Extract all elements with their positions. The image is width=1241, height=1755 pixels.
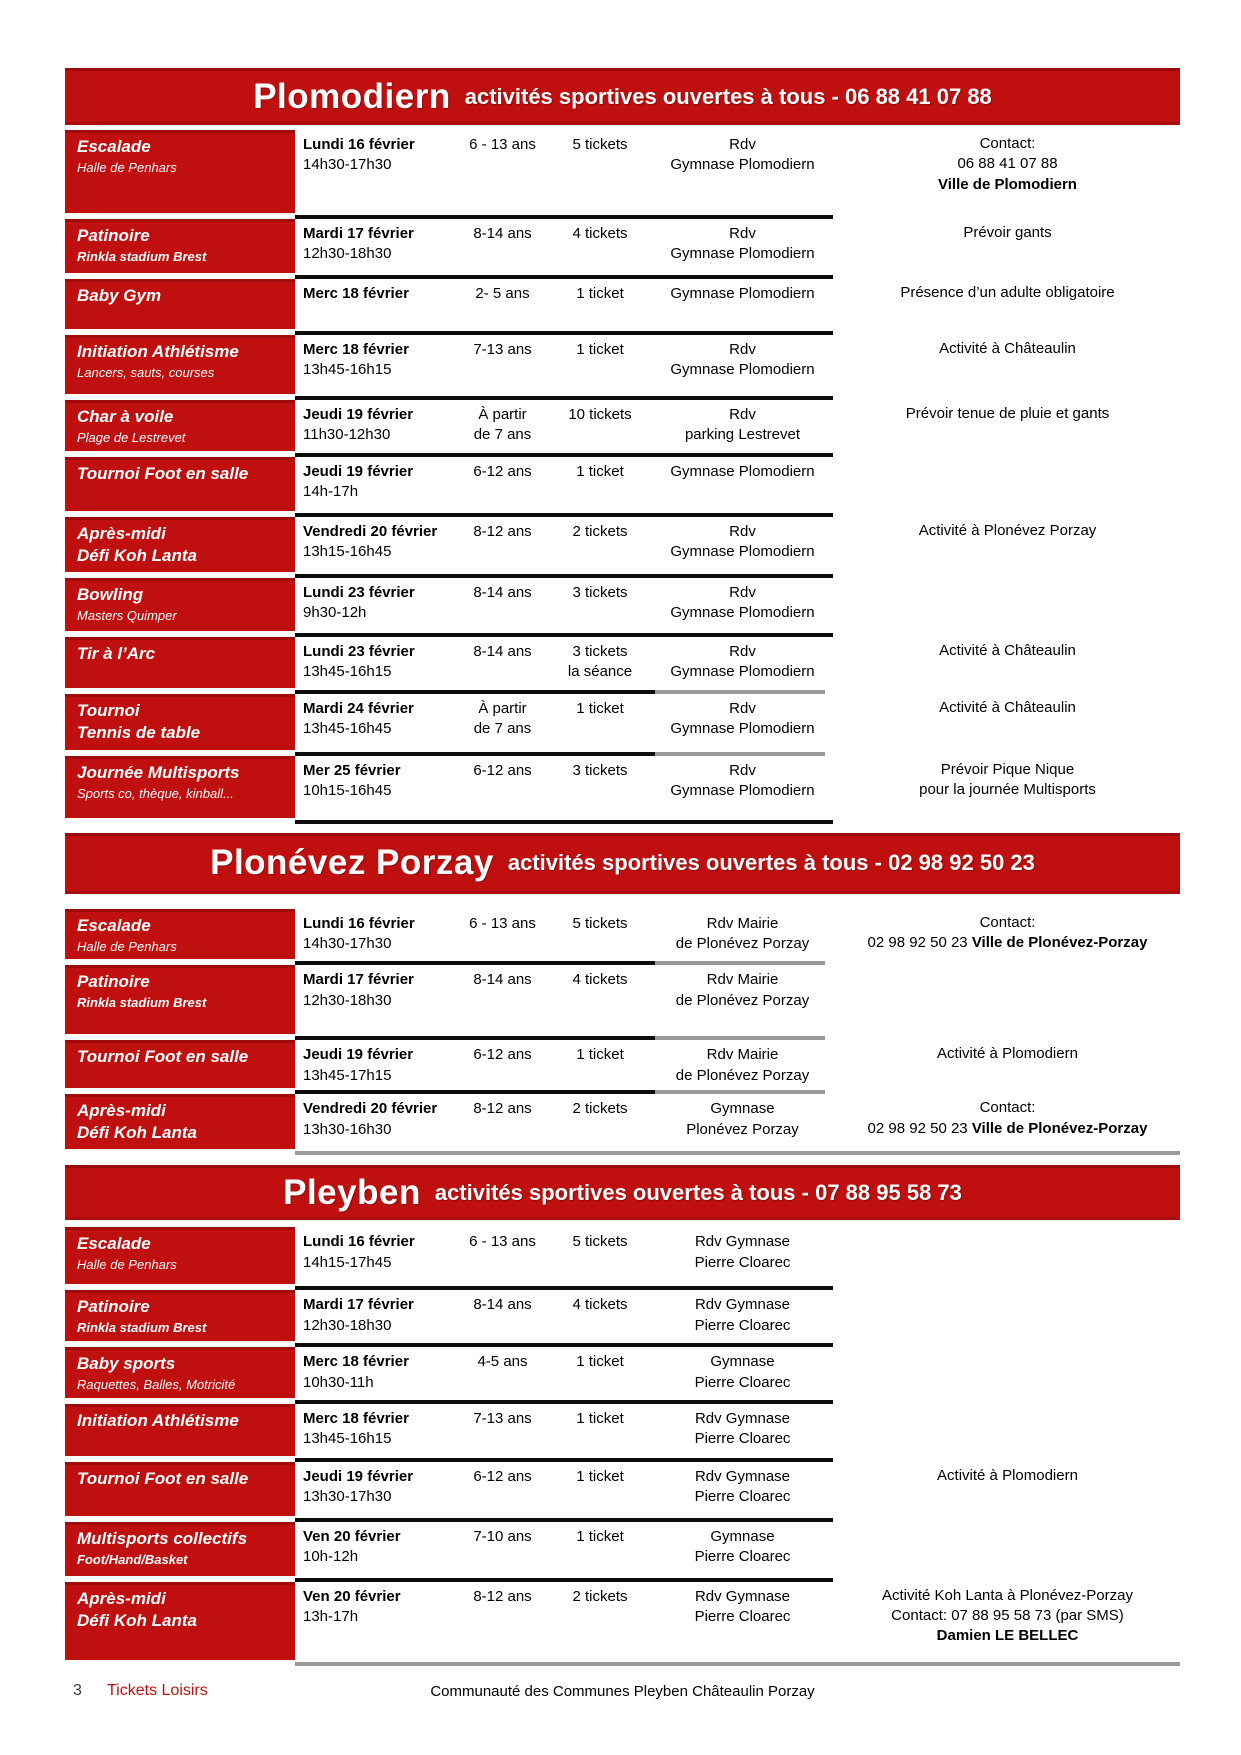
age-cell: 8-14 ans xyxy=(473,971,532,989)
tickets-cell: 5 tickets xyxy=(572,136,628,153)
activity-row xyxy=(65,1094,1180,1155)
date-cell: Merc 18 février 13h45-16h15 xyxy=(303,1409,409,1448)
activity-label-cell xyxy=(65,400,295,451)
tickets-cell: 2 tickets xyxy=(572,1587,628,1605)
notes-cell xyxy=(835,130,1180,219)
date-cell: Mardi 17 février 12h30-18h30 xyxy=(303,225,414,263)
note-line: Activité à Châteaulin xyxy=(939,641,1076,659)
activity-row xyxy=(65,1290,1180,1347)
activity-row xyxy=(65,694,1180,756)
age-cell: 6-12 ans xyxy=(473,1467,532,1485)
activity-row xyxy=(65,130,1180,219)
tickets-cell: 1 ticket xyxy=(576,285,624,302)
activity-row xyxy=(65,1040,1180,1094)
age-cell: 8-14 ans xyxy=(473,1296,532,1314)
activity-title: Défi Koh Lanta xyxy=(77,545,197,565)
location-cell: Rdv parking Lestrevet xyxy=(684,406,801,444)
activity-label-cell xyxy=(65,1094,295,1149)
notes-cell xyxy=(835,1227,1180,1290)
section-subtitle: activités sportives ouvertes à tous - 07 88 95 58 73 xyxy=(434,1179,962,1205)
date-cell: Lundi 16 février 14h15-17h45 xyxy=(303,1233,415,1271)
age-cell: 7-13 ans xyxy=(473,341,532,358)
activity-title: Initiation Athlétisme xyxy=(77,342,239,361)
activity-label-cell xyxy=(65,130,295,213)
tickets-cell: 1 ticket xyxy=(576,1353,624,1371)
notes-cell xyxy=(835,1582,1180,1666)
location-cell: Rdv Gymnase Plomodiern xyxy=(670,136,815,174)
activity-subtitle: Plage de Lestrevet xyxy=(77,430,186,446)
location-cell: Rdv Mairie de Plonévez Porzay xyxy=(675,914,810,952)
date-cell: Merc 18 février xyxy=(303,285,409,302)
location-cell: Rdv Gymnase Pierre Cloarec xyxy=(694,1233,791,1271)
date-cell: Jeudi 19 février 13h30-17h30 xyxy=(303,1467,414,1506)
activity-row xyxy=(65,1582,1180,1666)
activity-row xyxy=(65,219,1180,279)
activity-row xyxy=(65,279,1180,335)
location-cell: Rdv Gymnase Plomodiern xyxy=(670,522,815,560)
tickets-cell: 1 ticket xyxy=(576,1527,624,1545)
row-separator xyxy=(295,1662,1180,1666)
activity-subtitle: Masters Quimper xyxy=(77,607,177,623)
date-cell: Mardi 17 février 12h30-18h30 xyxy=(303,1296,414,1334)
date-cell: Ven 20 février 13h-17h xyxy=(303,1587,401,1626)
section-title: Plomodiern xyxy=(253,76,451,116)
date-cell: Jeudi 19 février 11h30-12h30 xyxy=(303,406,414,444)
note-line: Activité à Châteaulin xyxy=(939,698,1076,716)
activity-label-cell xyxy=(65,1522,295,1576)
age-cell: 2- 5 ans xyxy=(475,285,530,302)
note-line: Présence d’un adulte obligatoire xyxy=(900,284,1115,301)
age-cell: 7-13 ans xyxy=(473,1409,532,1427)
activity-row xyxy=(65,1347,1180,1404)
notes-cell xyxy=(835,279,1180,335)
location-cell: Rdv Gymnase Pierre Cloarec xyxy=(694,1409,791,1448)
location-cell: Gymnase Plomodiern xyxy=(670,285,815,302)
activity-label-cell xyxy=(65,457,295,511)
notes-cell xyxy=(835,219,1180,279)
activity-subtitle: Rinkla stadium Brest xyxy=(77,249,207,265)
age-cell: 8-12 ans xyxy=(473,1587,532,1605)
location-cell: Rdv Gymnase Pierre Cloarec xyxy=(694,1467,791,1506)
activity-subtitle: Halle de Penhars xyxy=(77,1257,177,1273)
location-cell: Gymnase Pierre Cloarec xyxy=(694,1527,791,1566)
footer-center-text: Communauté des Communes Pleyben Châteaulin Porzay xyxy=(430,1682,815,1700)
location-cell: Rdv Gymnase Plomodiern xyxy=(670,699,815,737)
date-cell: Lundi 23 février 13h45-16h15 xyxy=(303,642,415,680)
activity-row xyxy=(65,1227,1180,1290)
location-cell: Gymnase Plomodiern xyxy=(670,462,815,480)
note-line: Contact: xyxy=(979,135,1036,152)
activity-title: Patinoire xyxy=(77,1297,150,1317)
activity-title: Escalade xyxy=(77,1234,151,1254)
age-cell: 6-12 ans xyxy=(473,1046,532,1064)
note-line: Activité à Châteaulin xyxy=(939,340,1076,357)
tickets-cell: 1 ticket xyxy=(576,699,624,717)
notes-cell xyxy=(835,1522,1180,1582)
activity-subtitle: Rinkla stadium Brest xyxy=(77,995,207,1011)
notes-cell xyxy=(835,1462,1180,1522)
activity-row xyxy=(65,400,1180,457)
notes-cell xyxy=(835,517,1180,578)
location-cell: Rdv Gymnase Plomodiern xyxy=(670,583,815,621)
note-line: Activité à Plomodiern xyxy=(937,1045,1078,1063)
activity-title: Défi Koh Lanta xyxy=(77,1123,197,1143)
activity-label-cell xyxy=(65,965,295,1034)
location-cell: Rdv Gymnase Plomodiern xyxy=(670,341,815,379)
age-cell: 8-14 ans xyxy=(473,642,532,660)
age-cell: 8-12 ans xyxy=(473,522,532,540)
activity-label-cell xyxy=(65,756,295,818)
tickets-cell: 4 tickets xyxy=(572,225,628,242)
activity-label-cell xyxy=(65,1040,295,1088)
footer-brand: Tickets Loisirs xyxy=(107,1681,208,1699)
note-line: Contact: xyxy=(979,913,1036,931)
note-line: Activité Koh Lanta à Plonévez-Porzay xyxy=(882,1586,1133,1604)
activity-label-cell xyxy=(65,219,295,273)
tickets-cell: 4 tickets xyxy=(572,971,628,989)
activity-label-cell xyxy=(65,1404,295,1456)
note-line: 02 98 92 50 23 Ville de Plonévez-Porzay xyxy=(867,1119,1148,1137)
note-line: 06 88 41 07 88 xyxy=(957,155,1058,173)
activity-title: Après-midi xyxy=(77,1101,166,1121)
location-cell: Rdv Mairie de Plonévez Porzay xyxy=(675,1046,810,1084)
activity-title: Char à voile xyxy=(77,407,174,426)
date-cell: Merc 18 février 10h30-11h xyxy=(303,1353,409,1391)
activity-label-cell xyxy=(65,578,295,631)
activity-table-pleyben xyxy=(65,1227,1180,1666)
age-cell: 6-12 ans xyxy=(473,761,532,779)
activity-row xyxy=(65,578,1180,637)
note-line: Prévoir Pique Nique xyxy=(940,760,1075,778)
activity-title: Tournoi xyxy=(77,700,140,720)
activity-title: Multisports collectifs xyxy=(77,1528,248,1548)
location-cell: Rdv Gymnase Plomodiern xyxy=(670,225,815,263)
age-cell: 6 - 13 ans xyxy=(469,136,536,153)
activity-title: Journée Multisports xyxy=(77,762,240,782)
notes-cell xyxy=(835,578,1180,637)
date-cell: Ven 20 février 10h-12h xyxy=(303,1527,401,1566)
section-banner-plomodiern xyxy=(65,68,1180,125)
tickets-cell: 4 tickets xyxy=(572,1296,628,1314)
note-line: Activité à Plomodiern xyxy=(937,1466,1078,1484)
note-line: Prévoir gants xyxy=(963,224,1052,241)
note-line: Damien LE BELLEC xyxy=(936,1627,1079,1645)
activity-title: Patinoire xyxy=(77,972,150,992)
activity-title: Tir à l’Arc xyxy=(77,643,156,663)
activity-title: Tournoi Foot en salle xyxy=(77,1047,249,1067)
activity-subtitle: Halle de Penhars xyxy=(77,160,177,176)
age-cell: 8-14 ans xyxy=(473,225,532,242)
location-cell: Rdv Gymnase Plomodiern xyxy=(670,642,815,680)
notes-cell xyxy=(835,1404,1180,1462)
note-line: Ville de Plomodiern xyxy=(938,175,1077,193)
note-line: 02 98 92 50 23 Ville de Plonévez-Porzay xyxy=(867,933,1148,951)
activity-table-plomodiern xyxy=(65,130,1180,824)
age-cell: À partir de 7 ans xyxy=(473,699,532,737)
date-cell: Jeudi 19 février 13h45-17h15 xyxy=(303,1046,414,1084)
location-cell: Gymnase Pierre Cloarec xyxy=(694,1353,791,1391)
date-cell: Vendredi 20 février 13h15-16h45 xyxy=(303,522,438,560)
location-cell: Rdv Gymnase Plomodiern xyxy=(670,761,815,799)
activity-label-cell xyxy=(65,1290,295,1341)
tickets-cell: 5 tickets xyxy=(572,1233,628,1251)
tickets-cell: 10 tickets xyxy=(568,406,632,423)
age-cell: À partir de 7 ans xyxy=(473,406,532,444)
activity-label-cell xyxy=(65,909,295,960)
notes-cell xyxy=(835,1040,1180,1094)
location-cell: Rdv Gymnase Pierre Cloarec xyxy=(694,1587,791,1626)
tickets-cell: 2 tickets xyxy=(572,1100,628,1118)
notes-cell xyxy=(835,457,1180,517)
notes-cell xyxy=(835,1347,1180,1404)
row-separator xyxy=(295,820,833,824)
flyer-page xyxy=(65,0,1180,1706)
age-cell: 4-5 ans xyxy=(477,1353,528,1371)
location-cell: Rdv Gymnase Pierre Cloarec xyxy=(694,1296,791,1334)
date-cell: Vendredi 20 février 13h30-16h30 xyxy=(303,1100,438,1138)
page-footer xyxy=(65,1682,1180,1706)
activity-label-cell xyxy=(65,335,295,394)
activity-row xyxy=(65,637,1180,694)
tickets-cell: 2 tickets xyxy=(572,522,628,540)
activity-title: Tennis de table xyxy=(77,722,201,742)
notes-cell xyxy=(835,965,1180,1040)
activity-row xyxy=(65,517,1180,578)
date-cell: Mardi 24 février 13h45-16h45 xyxy=(303,699,414,737)
activity-label-cell xyxy=(65,517,295,572)
tickets-cell: 1 ticket xyxy=(576,1046,624,1064)
notes-cell xyxy=(835,637,1180,694)
tickets-cell: 3 tickets xyxy=(572,761,628,779)
notes-cell xyxy=(835,1094,1180,1155)
activity-title: Après-midi xyxy=(77,523,166,543)
section-subtitle: activités sportives ouvertes à tous - 02 98 92 50 23 xyxy=(507,850,1035,876)
activity-title: Patinoire xyxy=(77,226,150,245)
activity-label-cell xyxy=(65,637,295,688)
activity-row xyxy=(65,909,1180,966)
age-cell: 6 - 13 ans xyxy=(469,914,536,932)
tickets-cell: 1 ticket xyxy=(576,462,624,480)
date-cell: Lundi 16 février 14h30-17h30 xyxy=(303,136,415,174)
activity-label-cell xyxy=(65,1582,295,1660)
activity-title: Baby Gym xyxy=(77,286,162,305)
activity-subtitle: Lancers, sauts, courses xyxy=(77,365,215,381)
row-separator xyxy=(295,1151,1180,1155)
section-title: Pleyben xyxy=(283,1172,421,1212)
date-cell: Merc 18 février 13h45-16h15 xyxy=(303,341,409,379)
notes-cell xyxy=(835,400,1180,457)
activity-title: Bowling xyxy=(77,584,144,604)
activity-label-cell xyxy=(65,279,295,329)
activity-row xyxy=(65,1522,1180,1582)
tickets-cell: 5 tickets xyxy=(572,914,628,932)
activity-subtitle: Rinkla stadium Brest xyxy=(77,1320,207,1336)
activity-label-cell xyxy=(65,1347,295,1398)
notes-cell xyxy=(835,335,1180,400)
section-banner-pleyben xyxy=(65,1165,1180,1220)
tickets-cell: 3 tickets la séance xyxy=(567,642,633,680)
location-cell: Rdv Mairie de Plonévez Porzay xyxy=(675,971,810,1009)
activity-row xyxy=(65,1462,1180,1522)
notes-cell xyxy=(835,909,1180,966)
age-cell: 8-14 ans xyxy=(473,583,532,601)
activity-row xyxy=(65,756,1180,824)
age-cell: 7-10 ans xyxy=(473,1527,532,1545)
section-banner-plonevez-porzay xyxy=(65,833,1180,894)
section-subtitle: activités sportives ouvertes à tous - 06 88 41 07 88 xyxy=(464,83,992,109)
activity-title: Escalade xyxy=(77,915,151,935)
note-line: Contact: 07 88 95 58 73 (par SMS) xyxy=(891,1607,1124,1625)
activity-title: Défi Koh Lanta xyxy=(77,1611,197,1631)
date-cell: Mer 25 février 10h15-16h45 xyxy=(303,761,401,799)
date-cell: Lundi 23 février 9h30-12h xyxy=(303,583,415,621)
activity-row xyxy=(65,335,1180,400)
note-line: pour la journée Multisports xyxy=(919,780,1096,798)
activity-subtitle: Sports co, thèque, kinball... xyxy=(77,785,234,801)
activity-title: Escalade xyxy=(77,137,151,156)
activity-label-cell xyxy=(65,1462,295,1516)
activity-row xyxy=(65,457,1180,517)
activity-label-cell xyxy=(65,694,295,750)
notes-cell xyxy=(835,756,1180,824)
activity-table-plonevez-porzay xyxy=(65,909,1180,1156)
age-cell: 6 - 13 ans xyxy=(469,1233,536,1251)
notes-cell xyxy=(835,694,1180,756)
activity-title: Après-midi xyxy=(77,1588,166,1608)
location-cell: Gymnase Plonévez Porzay xyxy=(686,1100,799,1138)
date-cell: Jeudi 19 février 14h-17h xyxy=(303,462,414,500)
section-title: Plonévez Porzay xyxy=(210,843,494,883)
activity-subtitle: Foot/Hand/Basket xyxy=(77,1552,188,1568)
tickets-cell: 1 ticket xyxy=(576,1409,624,1427)
activity-title: Tournoi Foot en salle xyxy=(77,1468,249,1488)
tickets-cell: 1 ticket xyxy=(576,341,624,358)
age-cell: 6-12 ans xyxy=(473,462,532,480)
activity-label-cell xyxy=(65,1227,295,1284)
activity-row xyxy=(65,1404,1180,1462)
note-line: Activité à Plonévez Porzay xyxy=(918,521,1097,539)
activity-title: Initiation Athlétisme xyxy=(77,1410,239,1430)
activity-row xyxy=(65,965,1180,1040)
activity-title: Tournoi Foot en salle xyxy=(77,463,249,483)
activity-title: Baby sports xyxy=(77,1354,176,1374)
age-cell: 8-12 ans xyxy=(473,1100,532,1118)
activity-subtitle: Raquettes, Balles, Motricité xyxy=(77,1377,236,1393)
activity-subtitle: Halle de Penhars xyxy=(77,938,177,954)
note-line: Prévoir tenue de pluie et gants xyxy=(905,405,1110,422)
date-cell: Mardi 17 février 12h30-18h30 xyxy=(303,971,414,1009)
note-line: Contact: xyxy=(979,1099,1036,1117)
tickets-cell: 1 ticket xyxy=(576,1467,624,1485)
tickets-cell: 3 tickets xyxy=(572,583,628,601)
page-number: 3 xyxy=(73,1681,82,1699)
date-cell: Lundi 16 février 14h30-17h30 xyxy=(303,914,415,952)
notes-cell xyxy=(835,1290,1180,1347)
